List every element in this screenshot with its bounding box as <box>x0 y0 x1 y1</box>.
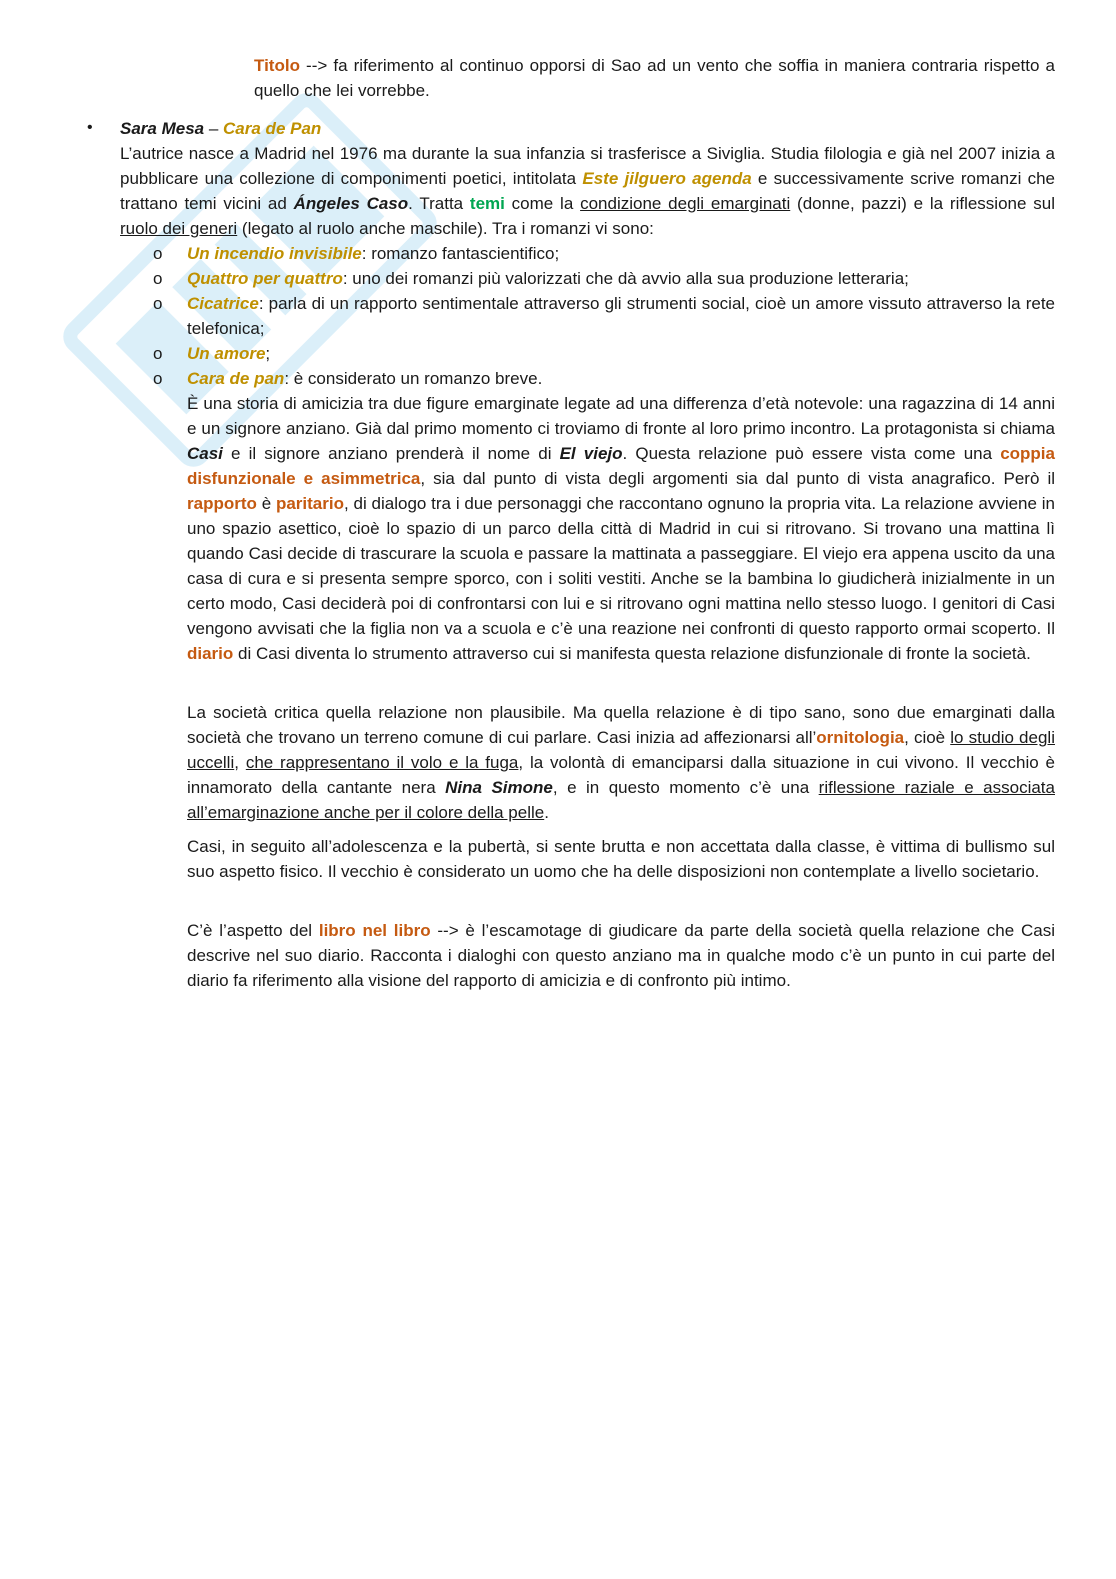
novel-title: Cicatrice <box>187 294 259 313</box>
novel-marker: o <box>153 294 163 313</box>
novel-title: Un amore <box>187 344 266 363</box>
coppia-highlight: coppia disfunzionale e asimmetrica <box>187 444 1055 488</box>
intro-text-3: . Tratta <box>408 194 470 213</box>
studio-underlined: lo studio degli uccelli <box>187 728 1055 772</box>
novel-marker: o <box>153 369 163 388</box>
ruolo-underlined: ruolo dei generi <box>120 219 238 238</box>
society-text: , <box>234 753 246 772</box>
volo-underlined: che rappresentano il volo e la fuga <box>245 753 519 772</box>
story-text: è <box>256 494 276 513</box>
story-text: , di dialogo tra i due personaggi che raccontano ognuno la propria vita. La relazione avviene in uno spazio asettico, cioè lo spazio di un parco della città di Madrid in cui si ritrovano. Si trovano una mattina lì quando Casi decide di trascurare la scuola e passare la mattinata a passeggiare. El viejo era appena uscito da una casa di cura e si presenta sempre sporco, con i soliti vestiti. Anche se la bambina lo giudicherà inizialmente in un certo modo, Casi deciderà poi di confrontarsi con lui e si ritrovano ogni mattina nello stesso luogo. I genitori di Casi vengono avvisati che la figlia non va a scuola e c’è una reazione nei confronti di questo rapporto ormai scoperto. Il <box>187 494 1055 638</box>
story-text: . Questa relazione può essere vista come una <box>622 444 1001 463</box>
casi-name: Casi <box>187 444 223 463</box>
libro-text: C’è l’aspetto del <box>187 921 319 940</box>
condizione-underlined: condizione degli emarginati <box>580 194 791 213</box>
author-dash: – <box>204 119 224 138</box>
ornitologia-highlight: ornitologia <box>816 728 905 747</box>
novel-item <box>187 366 1055 391</box>
bullet-marker: • <box>87 119 93 136</box>
paritario-highlight: paritario <box>275 494 344 513</box>
novel-marker: o <box>153 344 163 363</box>
rapporto-highlight: rapporto <box>187 494 257 513</box>
society-paragraph <box>187 700 1055 825</box>
angeles-caso: Ángeles Caso <box>293 194 409 213</box>
novel-title: Un incendio invisibile <box>187 244 362 263</box>
intro-text-2: e successivamente scrive romanzi che trattano temi vicini ad <box>120 169 1055 213</box>
story-paragraph <box>187 391 1055 666</box>
novel-title: Quattro per quattro <box>187 269 343 288</box>
libro-highlight: libro nel libro <box>318 921 431 940</box>
intro-text-5: (donne, pazzi) e la riflessione sul <box>790 194 1055 213</box>
libro-paragraph <box>187 918 1055 993</box>
novel-desc: : romanzo fantascientifico; <box>361 244 560 263</box>
novel-item <box>187 241 1055 266</box>
libro-text: --> è l’escamotage di giudicare da parte della società quella relazione che Casi descrive nel suo diario. Racconta i dialoghi con questo anziano ma in qualche modo c’è un punto in cui parte del diario fa riferimento alla visione del rapporto di amicizia e di confronto più intimo. <box>187 921 1055 990</box>
author-heading <box>120 116 1055 141</box>
society-text: . <box>544 803 549 822</box>
novel-item <box>187 291 1055 341</box>
novel-desc: : uno dei romanzi più valorizzati che dà avvio alla sua produzione letteraria; <box>342 269 909 288</box>
novel-item <box>187 266 1055 291</box>
titolo-paragraph <box>254 53 1055 103</box>
intro-text-6: (legato al ruolo anche maschile). Tra i romanzi vi sono: <box>237 219 654 238</box>
society-text: , cioè <box>904 728 951 747</box>
story-text: e il signore anziano prenderà il nome di <box>222 444 560 463</box>
society-text: La società critica quella relazione non plausibile. Ma quella relazione è di tipo sano, sono due emarginati dalla società che trovano un terreno comune di cui parlare. Casi inizia ad affezionarsi all’ <box>187 703 1055 747</box>
novel-marker: o <box>153 269 163 288</box>
story-text: di Casi diventa lo strumento attraverso cui si manifesta questa relazione disfunzionale di fronte la società. <box>233 644 1031 663</box>
author-name: Sara Mesa <box>120 119 205 138</box>
intro-text-4: come la <box>504 194 581 213</box>
author-book: Cara de Pan <box>223 119 322 138</box>
novel-desc: : è considerato un romanzo breve. <box>284 369 543 388</box>
novel-desc: ; <box>265 344 271 363</box>
titolo-text: --> fa riferimento al continuo opporsi di Sao ad un vento che soffia in maniera contraria rispetto a quello che lei vorrebbe. <box>254 56 1055 100</box>
novel-desc: : parla di un rapporto sentimentale attraverso gli strumenti social, cioè un amore vissuto attraverso la rete telefonica; <box>187 294 1055 338</box>
story-text: , sia dal punto di vista degli argomenti sia dal punto di vista anagrafico. Però il <box>420 469 1055 488</box>
society-text: , e in questo momento c’è una <box>552 778 819 797</box>
novel-item <box>187 341 1055 366</box>
collection-title: Este jilguero agenda <box>582 169 752 188</box>
diario-highlight: diario <box>187 644 234 663</box>
society-text: , la volontà di emanciparsi dalla situazione in cui vivono. Il vecchio è innamorato della cantante nera <box>187 753 1055 797</box>
titolo-label: Titolo <box>254 56 300 75</box>
novel-marker: o <box>153 244 163 263</box>
temi-label: temi <box>469 194 505 213</box>
story-text: È una storia di amicizia tra due figure emarginate legate ad una differenza d’età notevole: una ragazzina di 14 anni e un signore anziano. Già dal primo momento ci troviamo di fronte al loro primo incontro. La protagonista si chiama <box>187 394 1055 438</box>
novel-title: Cara de pan <box>187 369 285 388</box>
intro-text-1: L’autrice nasce a Madrid nel 1976 ma durante la sua infanzia si trasferisce a Siviglia. Studia filologia e già nel 2007 inizia a pubblicare una collezione di componimenti poetici, intitolata <box>120 144 1055 188</box>
adolescence-paragraph: Casi, in seguito all’adolescenza e la pubertà, si sente brutta e non accettata dalla classe, è vittima di bullismo sul suo aspetto fisico. Il vecchio è considerato un uomo che ha delle disposizioni non contemplate a livello societario. <box>187 837 1055 881</box>
nina-simone: Nina Simone <box>445 778 553 797</box>
el-viejo-name: El viejo <box>559 444 623 463</box>
riflessione-underlined: riflessione raziale e associata all’emarginazione anche per il colore della pelle <box>187 778 1055 822</box>
intro-paragraph <box>120 141 1055 241</box>
